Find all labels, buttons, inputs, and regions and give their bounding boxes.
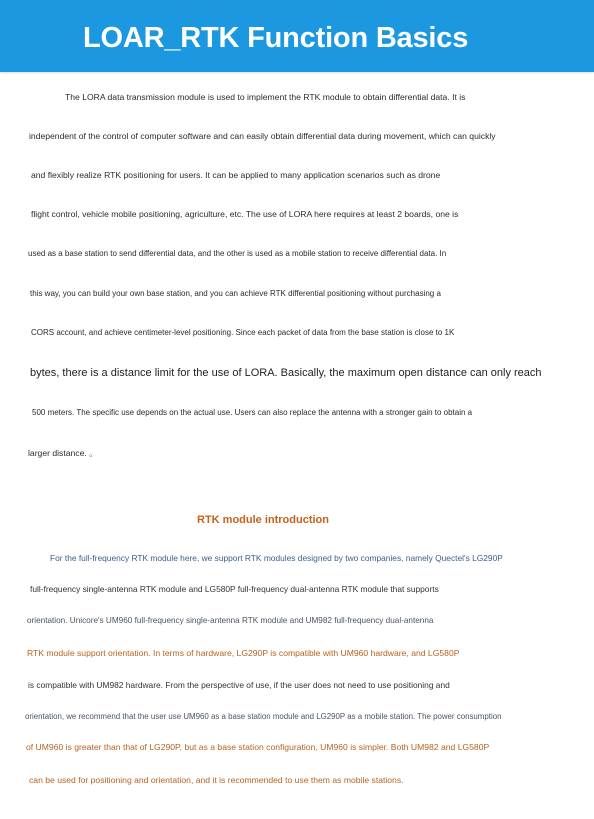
section-line: of UM960 is greater than that of LG290P, but as a base station configuration, UM960 is simpler. Both UM982 and LG580P	[26, 742, 490, 752]
section-line: RTK module support orientation. In terms of hardware, LG290P is compatible with UM960 hardware, and LG580P	[27, 648, 460, 658]
section-line: can be used for positioning and orientation, and it is recommended to use them as mobile stations.	[29, 775, 404, 785]
intro-line: 500 meters. The specific use depends on the actual use. Users can also replace the antenna with a stronger gain to obtain a	[32, 408, 473, 417]
section-line: For the full-frequency RTK module here, we support RTK modules designed by two companies, namely Quectel's LG290P	[50, 553, 503, 563]
title-banner	[0, 0, 594, 72]
intro-line: and flexibly realize RTK positioning for users. It can be applied to many application scenarios such as drone	[31, 170, 441, 180]
intro-line: CORS account, and achieve centimeter-level positioning. Since each packet of data from the base station is close to 1K	[31, 328, 455, 337]
section-line: is compatible with UM982 hardware. From the perspective of use, if the user does not need to use positioning and	[28, 680, 450, 690]
intro-line: this way, you can build your own base station, and you can achieve RTK differential positioning without purchasing a	[30, 289, 441, 298]
section-line: full-frequency single-antenna RTK module and LG580P full-frequency dual-antenna RTK module that supports	[30, 584, 439, 594]
intro-line: used as a base station to send differential data, and the other is used as a mobile station to receive differential data. In	[28, 249, 447, 258]
section-heading: RTK module introduction	[197, 514, 329, 526]
section-line: orientation. Unicore's UM960 full-frequency single-antenna RTK module and UM982 full-frequency dual-antenna	[27, 616, 434, 625]
intro-line: The LORA data transmission module is used to implement the RTK module to obtain differential data. It is	[65, 92, 466, 102]
page-title: LOAR_RTK Function Basics	[83, 22, 469, 54]
intro-line: larger distance. 。	[28, 448, 98, 458]
section-line: orientation, we recommend that the user use UM960 as a base station module and LG290P as a mobile station. The power consumption	[25, 712, 502, 721]
intro-line: independent of the control of computer software and can easily obtain differential data during movement, which can quickly	[29, 131, 496, 141]
intro-line: flight control, vehicle mobile positioning, agriculture, etc. The use of LORA here requires at least 2 boards, one is	[31, 209, 459, 219]
intro-line: bytes, there is a distance limit for the use of LORA. Basically, the maximum open distance can only reach	[30, 367, 542, 379]
